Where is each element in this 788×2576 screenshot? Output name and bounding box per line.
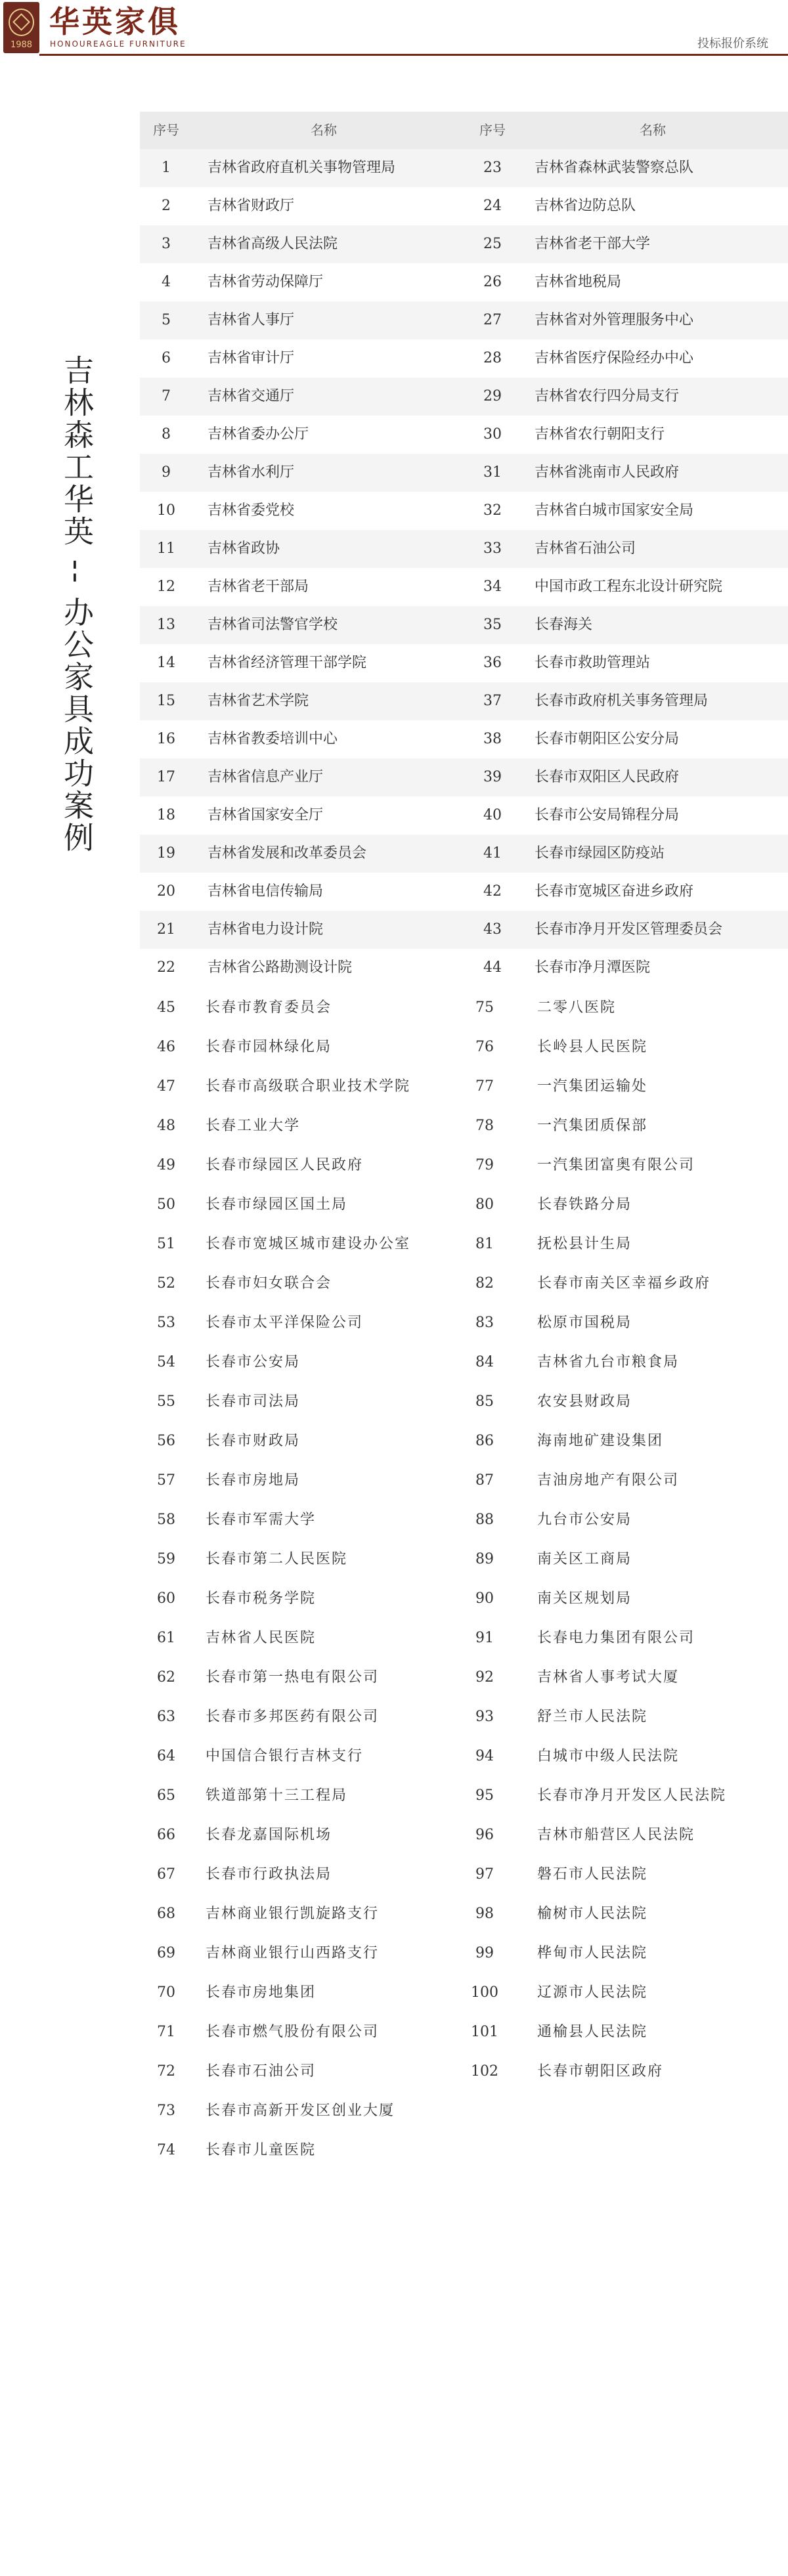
row-no-left: 73 (157, 2103, 175, 2119)
row-no-right: 95 (475, 1787, 494, 1804)
row-no-left: 72 (157, 2063, 175, 2080)
table-row (140, 1579, 788, 1619)
row-name-right: 长春市朝阳区公安分局 (535, 731, 680, 747)
row-no-right: 82 (475, 1275, 494, 1292)
row-name-left: 长春市第一热电有限公司 (206, 1669, 380, 1686)
table-row (140, 1225, 788, 1264)
row-no-left: 2 (162, 198, 171, 214)
table-row (140, 263, 788, 301)
row-name-left: 吉林省艺术学院 (208, 693, 309, 709)
row-no-right: 89 (475, 1551, 494, 1567)
row-no-right: 26 (483, 274, 502, 290)
brand-logo (3, 2, 39, 53)
row-no-left: 60 (157, 1590, 175, 1607)
row-name-left: 长春市妇女联合会 (206, 1275, 332, 1292)
row-no-right: 91 (475, 1630, 494, 1646)
row-name-right: 南关区工商局 (537, 1551, 632, 1567)
row-name-left: 长春市司法局 (206, 1393, 301, 1410)
row-no-left: 18 (157, 807, 175, 823)
row-name-right: 长春市绿园区防疫站 (535, 845, 665, 862)
row-no-left: 8 (162, 426, 171, 443)
row-name-left: 长春市高新开发区创业大厦 (206, 2103, 395, 2119)
row-no-left: 20 (157, 883, 175, 900)
row-no-left: 51 (157, 1236, 175, 1252)
row-name-left: 吉林省政府直机关事物管理局 (208, 160, 396, 176)
table-row (140, 1894, 788, 1934)
row-no-left: 69 (157, 1945, 175, 1961)
table-row (140, 1382, 788, 1422)
row-name-left: 长春市房地集团 (206, 1984, 317, 2001)
row-name-left: 吉林省国家安全厅 (208, 807, 324, 823)
table-row (140, 835, 788, 873)
row-no-left: 61 (157, 1630, 175, 1646)
row-no-right: 41 (483, 845, 502, 862)
row-no-left: 59 (157, 1551, 175, 1567)
table-row (140, 1973, 788, 2013)
row-name-left: 吉林省人事厅 (208, 312, 295, 328)
table-row (140, 1816, 788, 1855)
table-row (140, 1185, 788, 1225)
row-no-left: 15 (157, 693, 175, 709)
row-no-right: 101 (471, 2024, 498, 2040)
row-no-left: 14 (157, 655, 175, 671)
row-name-left: 吉林省委办公厅 (208, 426, 309, 443)
table-row (140, 949, 788, 987)
row-no-left: 68 (157, 1906, 175, 1922)
row-name-left: 长春市多邦医药有限公司 (206, 1709, 380, 1725)
row-name-left: 长春市军需大学 (206, 1512, 317, 1528)
row-name-right: 长春市南关区幸福乡政府 (537, 1275, 711, 1292)
row-name-left: 长春市绿园区人民政府 (206, 1157, 364, 1173)
row-name-left: 吉林省政协 (208, 540, 280, 557)
row-no-right: 42 (483, 883, 502, 900)
row-no-left: 46 (157, 1039, 175, 1055)
row-name-right: 松原市国税局 (537, 1315, 632, 1331)
row-name-left: 长春市石油公司 (206, 2063, 317, 2080)
table-row (140, 1461, 788, 1500)
row-name-right: 长春电力集团有限公司 (537, 1630, 695, 1646)
row-name-left: 吉林省财政厅 (208, 198, 295, 214)
table-row (140, 1697, 788, 1737)
table-row (140, 606, 788, 644)
row-name-left: 长春市儿童医院 (206, 2142, 317, 2158)
brand-name-en: HONOUREAGLE FURNITURE (50, 39, 186, 49)
row-no-right: 38 (483, 731, 502, 747)
table-row (140, 416, 788, 454)
row-no-right: 86 (475, 1433, 494, 1449)
table-row (140, 2131, 788, 2170)
table-row (140, 644, 788, 682)
row-name-left: 长春工业大学 (206, 1118, 301, 1134)
table-row (140, 225, 788, 263)
row-name-left: 长春市教育委员会 (206, 999, 332, 1016)
table-row (140, 1343, 788, 1382)
row-name-left: 长春市房地局 (206, 1472, 301, 1489)
table-row (140, 1500, 788, 1540)
row-no-right: 79 (475, 1157, 494, 1173)
row-no-left: 53 (157, 1315, 175, 1331)
row-no-right: 44 (483, 959, 502, 976)
row-name-left: 吉林省高级人民法院 (208, 236, 338, 252)
row-name-right: 长春市净月潭医院 (535, 959, 651, 976)
row-name-right: 吉林省洮南市人民政府 (535, 464, 680, 481)
row-name-right: 吉林省农行朝阳支行 (535, 426, 665, 443)
col-header-no-1: 序号 (153, 122, 179, 138)
header-divider (39, 54, 788, 56)
row-no-left: 48 (157, 1118, 175, 1134)
row-no-left: 52 (157, 1275, 175, 1292)
row-no-right: 81 (475, 1236, 494, 1252)
table-row (140, 682, 788, 720)
row-name-right: 南关区规划局 (537, 1590, 632, 1607)
row-no-left: 13 (157, 617, 175, 633)
row-no-left: 22 (157, 959, 175, 976)
row-no-left: 49 (157, 1157, 175, 1173)
row-name-left: 长春市太平洋保险公司 (206, 1315, 364, 1331)
row-no-left: 6 (162, 350, 171, 366)
row-name-left: 长春市高级联合职业技术学院 (206, 1078, 411, 1095)
row-name-right: 抚松县计生局 (537, 1236, 632, 1252)
table-row (140, 873, 788, 911)
row-name-right: 长春市救助管理站 (535, 655, 651, 671)
row-no-left: 70 (157, 1984, 175, 2001)
table-row (140, 301, 788, 339)
table-row (140, 187, 788, 225)
row-name-right: 长春市宽城区奋进乡政府 (535, 883, 694, 900)
table-row (140, 911, 788, 949)
table-row (140, 2091, 788, 2131)
row-no-right: 87 (475, 1472, 494, 1489)
row-no-right: 98 (475, 1906, 494, 1922)
row-no-right: 92 (475, 1669, 494, 1686)
table-row (140, 1422, 788, 1461)
table-row (140, 568, 788, 606)
row-no-right: 25 (483, 236, 502, 252)
row-no-right: 29 (483, 388, 502, 404)
row-name-left: 吉林省公路勘测设计院 (208, 959, 353, 976)
table-row (140, 378, 788, 416)
row-no-left: 64 (157, 1748, 175, 1764)
row-no-right: 88 (475, 1512, 494, 1528)
row-name-right: 吉林省老干部大学 (535, 236, 651, 252)
table-row (140, 1737, 788, 1776)
table-row (140, 1146, 788, 1185)
table-row (140, 454, 788, 492)
table-row (140, 530, 788, 568)
row-name-right: 中国市政工程东北设计研究院 (535, 579, 723, 595)
row-name-right: 长春市朝阳区政府 (537, 2063, 664, 2080)
row-no-right: 35 (483, 617, 502, 633)
row-name-right: 长春铁路分局 (537, 1196, 632, 1213)
row-no-left: 67 (157, 1866, 175, 1883)
row-name-left: 吉林省发展和改革委员会 (208, 845, 367, 862)
row-no-right: 24 (483, 198, 502, 214)
row-name-right: 吉林省白城市国家安全局 (535, 502, 694, 519)
row-name-right: 长春市政府机关事务管理局 (535, 693, 709, 709)
table-row (140, 758, 788, 797)
row-no-left: 5 (162, 312, 171, 328)
row-name-right: 一汽集团运输处 (537, 1078, 648, 1095)
row-no-left: 1 (162, 160, 171, 176)
logo-year: 1988 (10, 40, 33, 50)
row-no-left: 56 (157, 1433, 175, 1449)
row-no-right: 40 (483, 807, 502, 823)
row-name-right: 长岭县人民医院 (537, 1039, 648, 1055)
row-no-left: 12 (157, 579, 175, 595)
row-name-right: 吉油房地产有限公司 (537, 1472, 680, 1489)
row-no-right: 32 (483, 502, 502, 519)
table-row (140, 1934, 788, 1973)
emblem-icon (9, 9, 34, 36)
row-name-right: 舒兰市人民法院 (537, 1709, 648, 1725)
table-row (140, 1067, 788, 1106)
row-no-left: 3 (162, 236, 171, 252)
row-name-left: 长春市第二人民医院 (206, 1551, 348, 1567)
row-name-left: 长春市税务学院 (206, 1590, 317, 1607)
row-no-right: 27 (483, 312, 502, 328)
table-row (140, 1264, 788, 1303)
row-no-right: 93 (475, 1709, 494, 1725)
row-name-left: 长春市宽城区城市建设办公室 (206, 1236, 411, 1252)
row-name-left: 吉林省司法警官学校 (208, 617, 338, 633)
table-row (140, 1028, 788, 1067)
row-name-left: 长春市财政局 (206, 1433, 301, 1449)
row-no-left: 58 (157, 1512, 175, 1528)
row-no-right: 90 (475, 1590, 494, 1607)
row-no-left: 50 (157, 1196, 175, 1213)
system-title: 投标报价系统 (697, 37, 768, 51)
row-name-left: 吉林省信息产业厅 (208, 769, 324, 785)
row-no-left: 74 (157, 2142, 175, 2158)
row-name-left: 长春市燃气股份有限公司 (206, 2024, 380, 2040)
row-name-right: 桦甸市人民法院 (537, 1945, 648, 1961)
row-name-right: 长春市净月开发区人民法院 (537, 1787, 727, 1804)
row-name-right: 农安县财政局 (537, 1393, 632, 1410)
table-header (140, 112, 788, 149)
table-row (140, 1776, 788, 1816)
row-no-right: 23 (483, 160, 502, 176)
col-header-no-2: 序号 (479, 122, 506, 138)
row-no-right: 36 (483, 655, 502, 671)
row-name-left: 长春市行政执法局 (206, 1866, 332, 1883)
row-no-right: 83 (475, 1315, 494, 1331)
row-name-left: 长春市园林绿化局 (206, 1039, 332, 1055)
table-row (140, 1540, 788, 1579)
row-no-left: 54 (157, 1354, 175, 1370)
row-no-right: 31 (483, 464, 502, 481)
row-no-right: 102 (471, 2063, 498, 2080)
table-row (140, 2052, 788, 2091)
row-no-left: 7 (162, 388, 171, 404)
table-row (140, 988, 788, 1028)
row-name-right: 海南地矿建设集团 (537, 1433, 664, 1449)
row-no-left: 11 (157, 540, 175, 557)
row-name-right: 榆树市人民法院 (537, 1906, 648, 1922)
row-no-right: 85 (475, 1393, 494, 1410)
row-no-left: 4 (162, 274, 171, 290)
col-header-name-1: 名称 (311, 122, 337, 138)
row-no-left: 57 (157, 1472, 175, 1489)
row-name-right: 通榆县人民法院 (537, 2024, 648, 2040)
row-name-left: 吉林省经济管理干部学院 (208, 655, 367, 671)
table-row (140, 1106, 788, 1146)
table-row (140, 492, 788, 530)
table-row (140, 720, 788, 758)
row-no-right: 28 (483, 350, 502, 366)
row-no-right: 97 (475, 1866, 494, 1883)
row-name-left: 吉林商业银行凯旋路支行 (206, 1906, 380, 1922)
row-name-left: 吉林省委党校 (208, 502, 295, 519)
row-name-left: 长春市绿园区国土局 (206, 1196, 348, 1213)
row-name-right: 吉林省九台市粮食局 (537, 1354, 680, 1370)
row-name-right: 吉林省地税局 (535, 274, 622, 290)
row-name-right: 吉林省石油公司 (535, 540, 636, 557)
row-name-right: 磐石市人民法院 (537, 1866, 648, 1883)
row-no-right: 37 (483, 693, 502, 709)
row-no-left: 10 (157, 502, 175, 519)
row-no-right: 76 (475, 1039, 494, 1055)
table-row (140, 1303, 788, 1343)
row-name-right: 长春海关 (535, 617, 593, 633)
row-no-right: 80 (475, 1196, 494, 1213)
row-name-right: 吉林省边防总队 (535, 198, 636, 214)
row-name-left: 长春市公安局 (206, 1354, 301, 1370)
row-name-right: 吉林省对外管理服务中心 (535, 312, 694, 328)
row-no-right: 34 (483, 579, 502, 595)
row-name-right: 一汽集团质保部 (537, 1118, 648, 1134)
table-row (140, 2013, 788, 2052)
row-no-right: 30 (483, 426, 502, 443)
page-title: 吉林森工华英 -- 办公家具成功案例 (59, 355, 95, 854)
row-name-right: 吉林省医疗保险经办中心 (535, 350, 694, 366)
row-name-left: 铁道部第十三工程局 (206, 1787, 348, 1804)
row-no-left: 71 (157, 2024, 175, 2040)
row-no-right: 33 (483, 540, 502, 557)
row-no-left: 16 (157, 731, 175, 747)
row-no-left: 65 (157, 1787, 175, 1804)
table-row (140, 797, 788, 835)
row-no-right: 43 (483, 921, 502, 938)
row-name-right: 吉林市船营区人民法院 (537, 1827, 695, 1843)
row-no-right: 100 (471, 1984, 498, 2001)
col-header-name-2: 名称 (640, 122, 666, 138)
table-row (140, 1855, 788, 1894)
row-no-right: 39 (483, 769, 502, 785)
row-no-left: 47 (157, 1078, 175, 1095)
row-name-left: 长春龙嘉国际机场 (206, 1827, 332, 1843)
row-no-right: 99 (475, 1945, 494, 1961)
row-no-left: 9 (162, 464, 171, 481)
row-no-right: 77 (475, 1078, 494, 1095)
row-name-left: 吉林省教委培训中心 (208, 731, 338, 747)
row-no-right: 78 (475, 1118, 494, 1134)
row-no-left: 63 (157, 1709, 175, 1725)
row-name-right: 吉林省农行四分局支行 (535, 388, 680, 404)
header (0, 0, 788, 58)
row-no-right: 96 (475, 1827, 494, 1843)
table-row (140, 149, 788, 187)
row-no-left: 62 (157, 1669, 175, 1686)
row-name-left: 吉林省老干部局 (208, 579, 309, 595)
table-row (140, 339, 788, 378)
row-no-left: 66 (157, 1827, 175, 1843)
row-name-right: 一汽集团富奥有限公司 (537, 1157, 695, 1173)
table-row (140, 1658, 788, 1697)
row-name-left: 吉林商业银行山西路支行 (206, 1945, 380, 1961)
row-name-left: 吉林省交通厅 (208, 388, 295, 404)
row-no-left: 21 (157, 921, 175, 938)
row-name-left: 吉林省审计厅 (208, 350, 295, 366)
row-name-right: 吉林省人事考试大厦 (537, 1669, 680, 1686)
row-name-left: 吉林省电力设计院 (208, 921, 324, 938)
row-no-right: 94 (475, 1748, 494, 1764)
row-name-left: 中国信合银行吉林支行 (206, 1748, 364, 1764)
row-no-right: 84 (475, 1354, 494, 1370)
row-name-right: 二零八医院 (537, 999, 617, 1016)
brand-name: 华英家俱 (49, 4, 181, 39)
row-name-right: 长春市公安局锦程分局 (535, 807, 680, 823)
row-name-right: 九台市公安局 (537, 1512, 632, 1528)
row-no-left: 55 (157, 1393, 175, 1410)
row-name-right: 长春市净月开发区管理委员会 (535, 921, 723, 938)
row-name-right: 吉林省森林武装警察总队 (535, 160, 694, 176)
row-name-right: 长春市双阳区人民政府 (535, 769, 680, 785)
table-row (140, 1619, 788, 1658)
row-name-left: 吉林省电信传输局 (208, 883, 324, 900)
row-name-right: 辽源市人民法院 (537, 1984, 648, 2001)
row-no-left: 19 (157, 845, 175, 862)
row-name-left: 吉林省水利厅 (208, 464, 295, 481)
case-table (140, 112, 788, 2158)
row-name-right: 白城市中级人民法院 (537, 1748, 680, 1764)
row-name-left: 吉林省人民医院 (206, 1630, 317, 1646)
row-no-left: 45 (157, 999, 175, 1016)
row-no-right: 75 (475, 999, 494, 1016)
row-name-left: 吉林省劳动保障厅 (208, 274, 324, 290)
row-no-left: 17 (157, 769, 175, 785)
